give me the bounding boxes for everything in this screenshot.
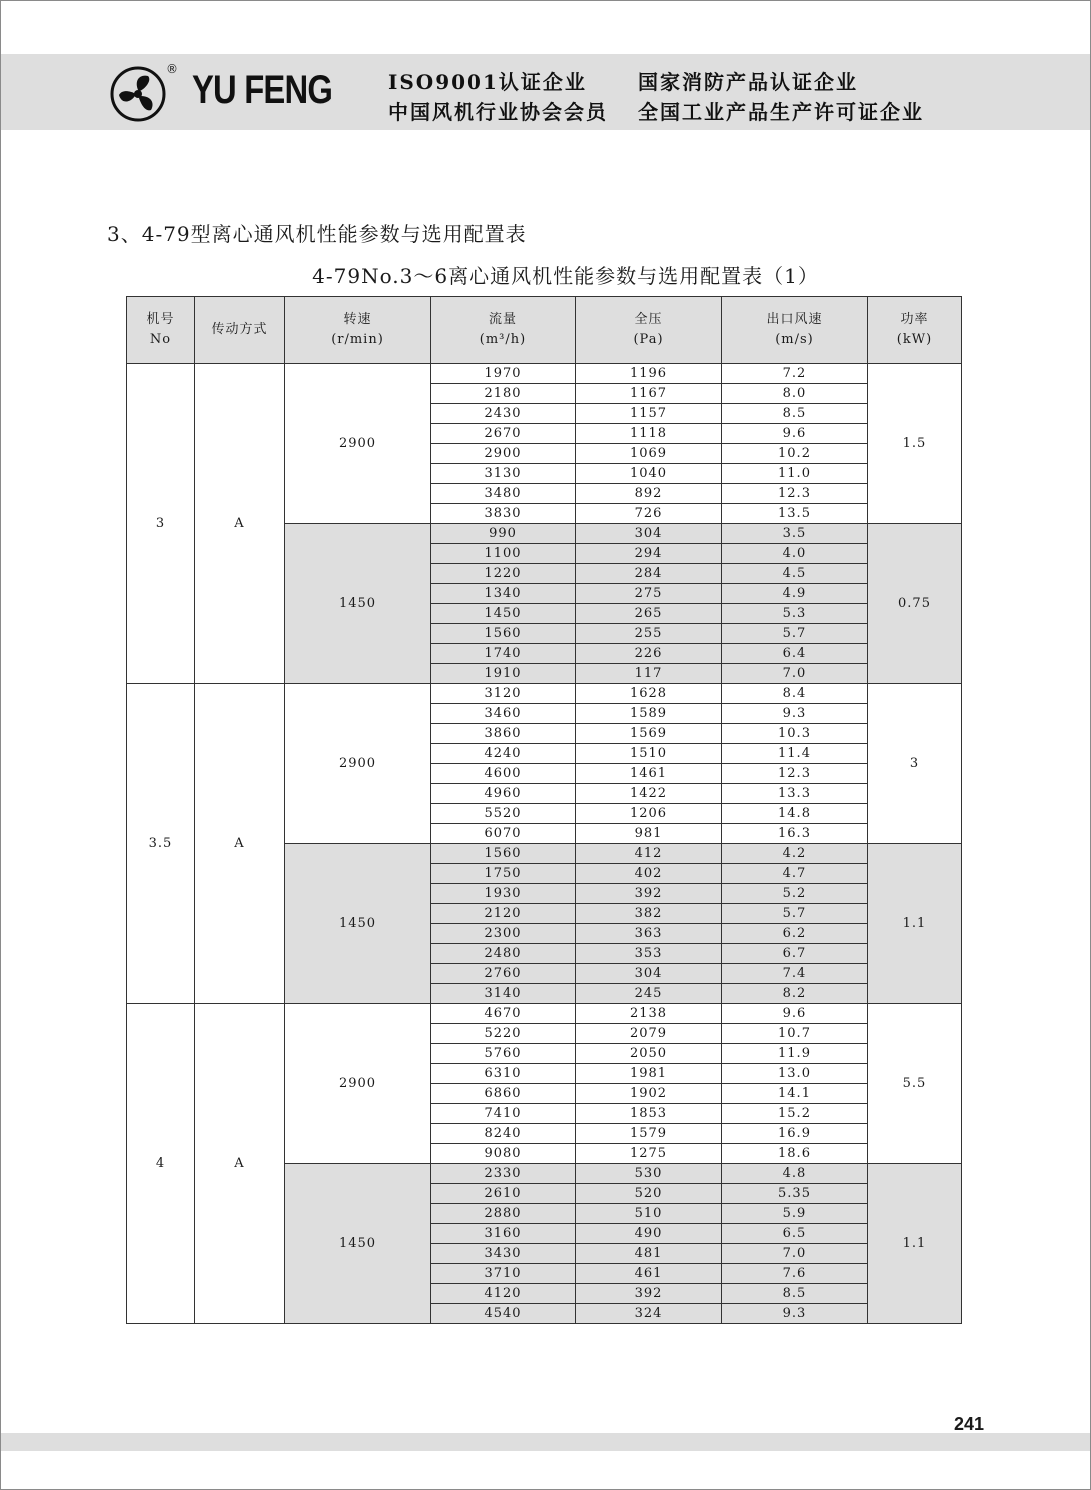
flow-cell: 2430 bbox=[431, 404, 576, 424]
flow-cell: 1220 bbox=[431, 564, 576, 584]
pressure-cell: 1167 bbox=[576, 384, 722, 404]
velocity-cell: 5.7 bbox=[722, 624, 868, 644]
flow-cell: 2480 bbox=[431, 944, 576, 964]
velocity-cell: 14.1 bbox=[722, 1084, 868, 1104]
table-body bbox=[127, 364, 962, 1324]
pressure-cell: 1118 bbox=[576, 424, 722, 444]
cert-license: 全国工业产品生产许可证企业 bbox=[638, 100, 924, 124]
pressure-cell: 1040 bbox=[576, 464, 722, 484]
pressure-cell: 530 bbox=[576, 1164, 722, 1184]
flow-cell: 6070 bbox=[431, 824, 576, 844]
velocity-cell: 4.5 bbox=[722, 564, 868, 584]
velocity-cell: 8.2 bbox=[722, 984, 868, 1004]
velocity-cell: 7.0 bbox=[722, 664, 868, 684]
velocity-cell: 10.3 bbox=[722, 724, 868, 744]
speed-cell: 2900 bbox=[285, 364, 431, 524]
pressure-cell: 363 bbox=[576, 924, 722, 944]
cert-iso: ISO9001认证企业 bbox=[388, 70, 587, 94]
speed-cell: 1450 bbox=[285, 844, 431, 1004]
velocity-cell: 4.9 bbox=[722, 584, 868, 604]
flow-cell: 2610 bbox=[431, 1184, 576, 1204]
flow-cell: 1560 bbox=[431, 624, 576, 644]
flow-cell: 3430 bbox=[431, 1244, 576, 1264]
velocity-cell: 9.3 bbox=[722, 704, 868, 724]
velocity-cell: 5.9 bbox=[722, 1204, 868, 1224]
pressure-cell: 490 bbox=[576, 1224, 722, 1244]
cert-fire: 国家消防产品认证企业 bbox=[638, 70, 858, 94]
pressure-cell: 1461 bbox=[576, 764, 722, 784]
velocity-cell: 13.0 bbox=[722, 1064, 868, 1084]
pressure-cell: 412 bbox=[576, 844, 722, 864]
col-header-drive: 传动方式 bbox=[195, 297, 285, 364]
model-no-cell: 4 bbox=[127, 1004, 195, 1324]
pressure-cell: 2138 bbox=[576, 1004, 722, 1024]
flow-cell: 5760 bbox=[431, 1044, 576, 1064]
footer-band bbox=[1, 1433, 1090, 1451]
velocity-cell: 8.5 bbox=[722, 404, 868, 424]
flow-cell: 3860 bbox=[431, 724, 576, 744]
table-title: 4-79No.3～6离心通风机性能参数与选用配置表（1） bbox=[312, 264, 819, 288]
pressure-cell: 461 bbox=[576, 1264, 722, 1284]
flow-cell: 3710 bbox=[431, 1264, 576, 1284]
velocity-cell: 9.6 bbox=[722, 424, 868, 444]
drive-type-cell: A bbox=[195, 1004, 285, 1324]
velocity-cell: 10.7 bbox=[722, 1024, 868, 1044]
pressure-cell: 284 bbox=[576, 564, 722, 584]
pressure-cell: 1422 bbox=[576, 784, 722, 804]
velocity-cell: 7.0 bbox=[722, 1244, 868, 1264]
flow-cell: 2880 bbox=[431, 1204, 576, 1224]
col-header-no: 机号 No bbox=[127, 297, 195, 364]
flow-cell: 1930 bbox=[431, 884, 576, 904]
flow-cell: 3480 bbox=[431, 484, 576, 504]
pressure-cell: 1628 bbox=[576, 684, 722, 704]
pressure-cell: 1196 bbox=[576, 364, 722, 384]
pressure-cell: 1206 bbox=[576, 804, 722, 824]
velocity-cell: 7.4 bbox=[722, 964, 868, 984]
pressure-cell: 1157 bbox=[576, 404, 722, 424]
velocity-cell: 12.3 bbox=[722, 764, 868, 784]
section-title: 3、4-79型离心通风机性能参数与选用配置表 bbox=[107, 222, 527, 246]
col-header-velocity: 出口风速 (m/s) bbox=[722, 297, 868, 364]
flow-cell: 1100 bbox=[431, 544, 576, 564]
flow-cell: 3140 bbox=[431, 984, 576, 1004]
pressure-cell: 1589 bbox=[576, 704, 722, 724]
col-header-flow: 流量 (m³/h) bbox=[431, 297, 576, 364]
model-no-cell: 3.5 bbox=[127, 684, 195, 1004]
velocity-cell: 4.2 bbox=[722, 844, 868, 864]
velocity-cell: 16.3 bbox=[722, 824, 868, 844]
velocity-cell: 8.4 bbox=[722, 684, 868, 704]
pressure-cell: 382 bbox=[576, 904, 722, 924]
cert-association: 中国风机行业协会会员 bbox=[388, 100, 608, 124]
pressure-cell: 275 bbox=[576, 584, 722, 604]
velocity-cell: 14.8 bbox=[722, 804, 868, 824]
pressure-cell: 117 bbox=[576, 664, 722, 684]
pressure-cell: 1069 bbox=[576, 444, 722, 464]
flow-cell: 2330 bbox=[431, 1164, 576, 1184]
drive-type-cell: A bbox=[195, 364, 285, 684]
pressure-cell: 1510 bbox=[576, 744, 722, 764]
pressure-cell: 726 bbox=[576, 504, 722, 524]
flow-cell: 2670 bbox=[431, 424, 576, 444]
model-no-cell: 3 bbox=[127, 364, 195, 684]
pressure-cell: 402 bbox=[576, 864, 722, 884]
pressure-cell: 304 bbox=[576, 524, 722, 544]
pressure-cell: 1902 bbox=[576, 1084, 722, 1104]
power-cell: 3 bbox=[868, 684, 962, 844]
velocity-cell: 18.6 bbox=[722, 1144, 868, 1164]
flow-cell: 4960 bbox=[431, 784, 576, 804]
power-cell: 0.75 bbox=[868, 524, 962, 684]
registered-mark: ® bbox=[166, 62, 178, 76]
pressure-cell: 510 bbox=[576, 1204, 722, 1224]
flow-cell: 3130 bbox=[431, 464, 576, 484]
flow-cell: 4540 bbox=[431, 1304, 576, 1324]
flow-cell: 2760 bbox=[431, 964, 576, 984]
speed-cell: 1450 bbox=[285, 1164, 431, 1324]
table-row bbox=[127, 684, 962, 704]
velocity-cell: 5.3 bbox=[722, 604, 868, 624]
power-cell: 1.1 bbox=[868, 844, 962, 1004]
velocity-cell: 11.0 bbox=[722, 464, 868, 484]
flow-cell: 1750 bbox=[431, 864, 576, 884]
pressure-cell: 520 bbox=[576, 1184, 722, 1204]
pressure-cell: 981 bbox=[576, 824, 722, 844]
flow-cell: 5520 bbox=[431, 804, 576, 824]
velocity-cell: 11.9 bbox=[722, 1044, 868, 1064]
flow-cell: 6860 bbox=[431, 1084, 576, 1104]
flow-cell: 4600 bbox=[431, 764, 576, 784]
flow-cell: 4120 bbox=[431, 1284, 576, 1304]
table-header-row bbox=[127, 297, 962, 364]
performance-table bbox=[126, 296, 962, 1324]
fan-logo-icon bbox=[110, 66, 166, 122]
velocity-cell: 13.5 bbox=[722, 504, 868, 524]
velocity-cell: 8.5 bbox=[722, 1284, 868, 1304]
pressure-cell: 1981 bbox=[576, 1064, 722, 1084]
flow-cell: 3120 bbox=[431, 684, 576, 704]
pressure-cell: 392 bbox=[576, 884, 722, 904]
pressure-cell: 226 bbox=[576, 644, 722, 664]
flow-cell: 1970 bbox=[431, 364, 576, 384]
velocity-cell: 7.2 bbox=[722, 364, 868, 384]
col-header-pressure: 全压 (Pa) bbox=[576, 297, 722, 364]
page-number: 241 bbox=[954, 1414, 985, 1434]
flow-cell: 3830 bbox=[431, 504, 576, 524]
flow-cell: 4240 bbox=[431, 744, 576, 764]
pressure-cell: 892 bbox=[576, 484, 722, 504]
pressure-cell: 1853 bbox=[576, 1104, 722, 1124]
flow-cell: 1910 bbox=[431, 664, 576, 684]
velocity-cell: 6.7 bbox=[722, 944, 868, 964]
flow-cell: 2180 bbox=[431, 384, 576, 404]
flow-cell: 7410 bbox=[431, 1104, 576, 1124]
power-cell: 5.5 bbox=[868, 1004, 962, 1164]
velocity-cell: 3.5 bbox=[722, 524, 868, 544]
pressure-cell: 265 bbox=[576, 604, 722, 624]
pressure-cell: 324 bbox=[576, 1304, 722, 1324]
flow-cell: 1560 bbox=[431, 844, 576, 864]
velocity-cell: 5.2 bbox=[722, 884, 868, 904]
power-cell: 1.1 bbox=[868, 1164, 962, 1324]
flow-cell: 9080 bbox=[431, 1144, 576, 1164]
flow-cell: 2900 bbox=[431, 444, 576, 464]
flow-cell: 2120 bbox=[431, 904, 576, 924]
flow-cell: 1740 bbox=[431, 644, 576, 664]
velocity-cell: 4.8 bbox=[722, 1164, 868, 1184]
table-row bbox=[127, 364, 962, 384]
velocity-cell: 6.5 bbox=[722, 1224, 868, 1244]
velocity-cell: 5.35 bbox=[722, 1184, 868, 1204]
velocity-cell: 6.4 bbox=[722, 644, 868, 664]
pressure-cell: 294 bbox=[576, 544, 722, 564]
pressure-cell: 2050 bbox=[576, 1044, 722, 1064]
velocity-cell: 4.7 bbox=[722, 864, 868, 884]
flow-cell: 1340 bbox=[431, 584, 576, 604]
flow-cell: 2300 bbox=[431, 924, 576, 944]
speed-cell: 2900 bbox=[285, 684, 431, 844]
velocity-cell: 16.9 bbox=[722, 1124, 868, 1144]
pressure-cell: 304 bbox=[576, 964, 722, 984]
pressure-cell: 392 bbox=[576, 1284, 722, 1304]
speed-cell: 1450 bbox=[285, 524, 431, 684]
speed-cell: 2900 bbox=[285, 1004, 431, 1164]
flow-cell: 990 bbox=[431, 524, 576, 544]
flow-cell: 5220 bbox=[431, 1024, 576, 1044]
pressure-cell: 1569 bbox=[576, 724, 722, 744]
table-row bbox=[127, 1004, 962, 1024]
brand-name: YU FENG bbox=[192, 68, 333, 112]
flow-cell: 8240 bbox=[431, 1124, 576, 1144]
velocity-cell: 9.3 bbox=[722, 1304, 868, 1324]
drive-type-cell: A bbox=[195, 684, 285, 1004]
col-header-power: 功率 (kW) bbox=[868, 297, 962, 364]
pressure-cell: 353 bbox=[576, 944, 722, 964]
flow-cell: 4670 bbox=[431, 1004, 576, 1024]
pressure-cell: 1275 bbox=[576, 1144, 722, 1164]
flow-cell: 6310 bbox=[431, 1064, 576, 1084]
velocity-cell: 7.6 bbox=[722, 1264, 868, 1284]
flow-cell: 3460 bbox=[431, 704, 576, 724]
velocity-cell: 9.6 bbox=[722, 1004, 868, 1024]
col-header-speed: 转速 (r/min) bbox=[285, 297, 431, 364]
velocity-cell: 10.2 bbox=[722, 444, 868, 464]
power-cell: 1.5 bbox=[868, 364, 962, 524]
velocity-cell: 4.0 bbox=[722, 544, 868, 564]
pressure-cell: 2079 bbox=[576, 1024, 722, 1044]
velocity-cell: 12.3 bbox=[722, 484, 868, 504]
pressure-cell: 245 bbox=[576, 984, 722, 1004]
pressure-cell: 1579 bbox=[576, 1124, 722, 1144]
pressure-cell: 481 bbox=[576, 1244, 722, 1264]
velocity-cell: 15.2 bbox=[722, 1104, 868, 1124]
velocity-cell: 13.3 bbox=[722, 784, 868, 804]
velocity-cell: 6.2 bbox=[722, 924, 868, 944]
flow-cell: 3160 bbox=[431, 1224, 576, 1244]
velocity-cell: 8.0 bbox=[722, 384, 868, 404]
pressure-cell: 255 bbox=[576, 624, 722, 644]
flow-cell: 1450 bbox=[431, 604, 576, 624]
velocity-cell: 5.7 bbox=[722, 904, 868, 924]
velocity-cell: 11.4 bbox=[722, 744, 868, 764]
